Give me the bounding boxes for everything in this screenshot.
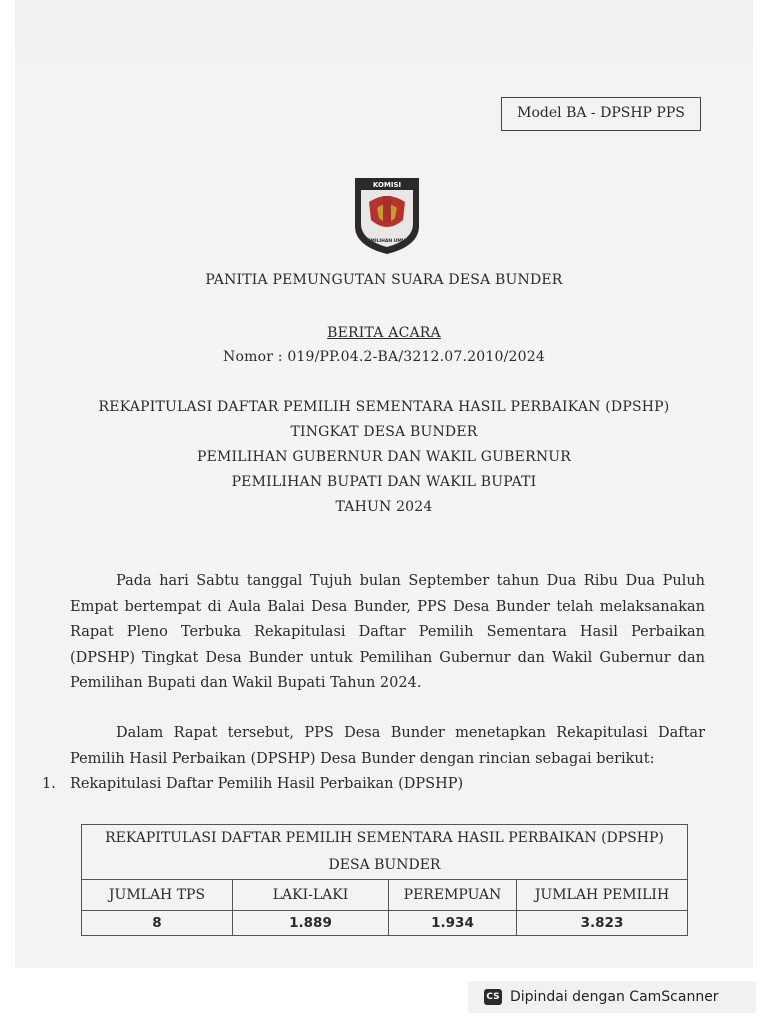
header-perempuan: PEREMPUAN bbox=[389, 880, 517, 911]
header-jumlah-pemilih: JUMLAH PEMILIH bbox=[517, 880, 688, 911]
subject-line-4: PEMILIHAN BUPATI DAN WAKIL BUPATI bbox=[231, 474, 537, 490]
model-label-box: Model BA - DPSHP PPS bbox=[501, 97, 701, 131]
paragraph-2 bbox=[70, 721, 705, 772]
logo-ring-text: PEMILIHAN UMUM bbox=[364, 239, 410, 244]
table-subtitle: DESA BUNDER bbox=[82, 851, 688, 880]
camscanner-watermark bbox=[468, 981, 756, 1013]
header-jumlah-tps: JUMLAH TPS bbox=[82, 880, 233, 911]
doc-number: Nomor : 019/PP.04.2-BA/3212.07.2010/2024 bbox=[223, 349, 545, 365]
kpu-logo-icon bbox=[347, 168, 427, 256]
cell-perempuan: 1.934 bbox=[389, 911, 517, 936]
subject-line-1: REKAPITULASI DAFTAR PEMILIH SEMENTARA HASIL PERBAIKAN (DPSHP) bbox=[98, 399, 670, 415]
paragraph-1 bbox=[70, 569, 705, 697]
document-page bbox=[15, 0, 753, 968]
paragraph-2-text: Dalam Rapat tersebut, PPS Desa Bunder menetapkan Rekapitulasi Daftar Pemilih Hasil Perbaikan (DPSHP) Desa Bunder dengan rincian sebagai berikut: bbox=[70, 725, 705, 767]
subject-line-3: PEMILIHAN GUBERNUR DAN WAKIL GUBERNUR bbox=[196, 449, 572, 465]
header-laki-laki: LAKI-LAKI bbox=[233, 880, 389, 911]
item-1-number: 1. bbox=[42, 776, 56, 792]
rekap-table bbox=[81, 824, 688, 936]
camscanner-icon: CS bbox=[484, 989, 502, 1005]
committee-name: PANITIA PEMUNGUTAN SUARA DESA BUNDER bbox=[205, 272, 563, 288]
logo-top-text: KOMISI bbox=[372, 181, 402, 189]
subject-line-2: TINGKAT DESA BUNDER bbox=[290, 424, 478, 440]
item-1-text: Rekapitulasi Daftar Pemilih Hasil Perbaikan (DPSHP) bbox=[70, 776, 464, 792]
paragraph-1-text: Pada hari Sabtu tanggal Tujuh bulan September tahun Dua Ribu Dua Puluh Empat bertempat di Aula Balai Desa Bunder, PPS Desa Bunder telah melaksanakan Rapat Pleno Terbuka Rekapitulasi Daftar Pemilih Sementara Hasil Perbaikan (DPSHP) Tingkat Desa Bunder untuk Pemilihan Gubernur dan Wakil Gubernur dan Pemilihan Bupati dan Wakil Bupati Tahun 2024. bbox=[70, 573, 705, 691]
camscanner-label: Dipindai dengan CamScanner bbox=[510, 989, 719, 1005]
cell-laki-laki: 1.889 bbox=[233, 911, 389, 936]
doc-title-wrap bbox=[15, 325, 753, 341]
cell-jumlah-pemilih: 3.823 bbox=[517, 911, 688, 936]
cell-jumlah-tps: 8 bbox=[82, 911, 233, 936]
doc-title: BERITA ACARA bbox=[327, 325, 441, 341]
table-row bbox=[82, 911, 688, 936]
table-title: REKAPITULASI DAFTAR PEMILIH SEMENTARA HASIL PERBAIKAN (DPSHP) bbox=[82, 825, 688, 852]
subject-line-5: TAHUN 2024 bbox=[335, 499, 433, 515]
table-header-row bbox=[82, 880, 688, 911]
